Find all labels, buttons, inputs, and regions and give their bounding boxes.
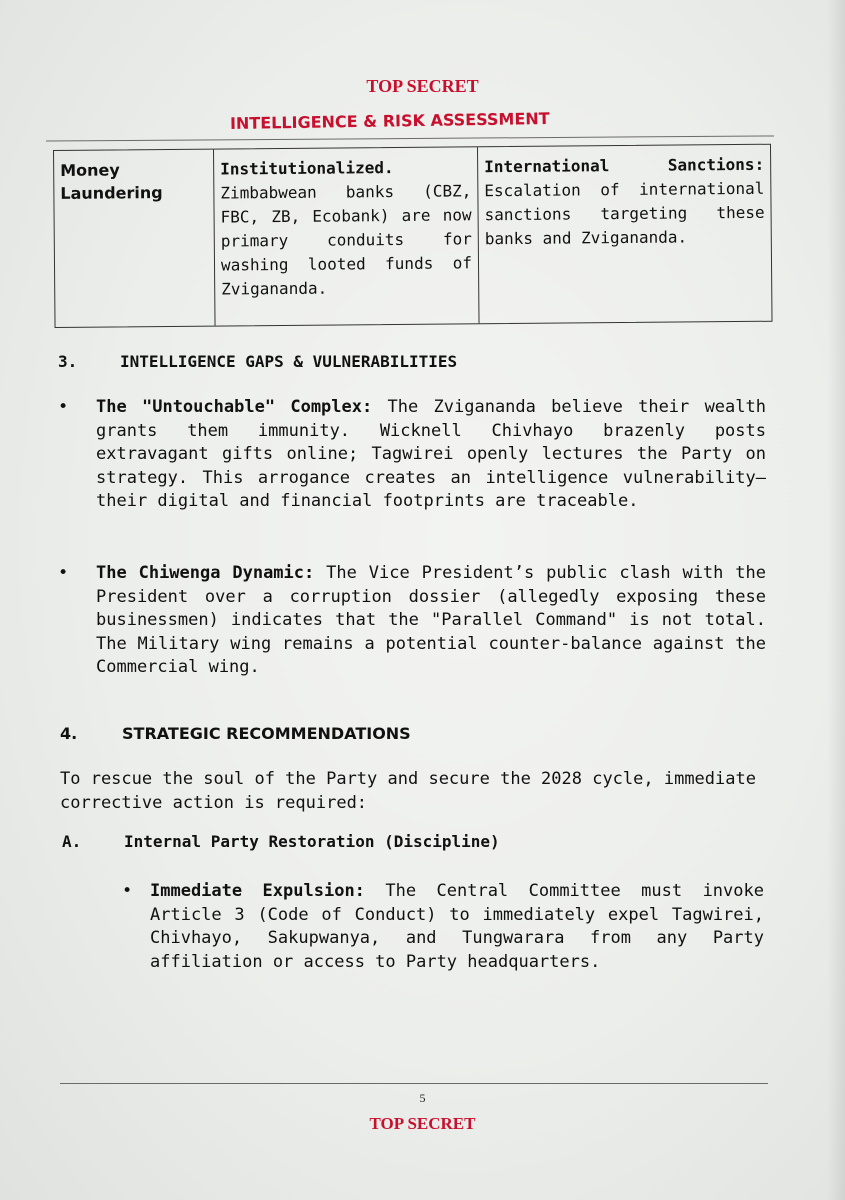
classification-header: TOP SECRET	[366, 76, 479, 96]
risk-table-row	[53, 144, 773, 328]
bullet-label: Immediate Expulsion:	[150, 881, 365, 901]
risk-label: International Sanctions:	[484, 154, 765, 177]
bullet-label: The Chiwenga Dynamic:	[96, 563, 315, 583]
bullet-untouchable-complex	[58, 396, 766, 514]
bullet-text: The Zvigananda believe their wealth grants them immunity. Wicknell Chivhayo brazenly posts extravagant gifts online; Tagwirei openly lectures the Party on strategy. This arrogance creates an intelligence vulnerability—their digital and financial footprints are traceable.	[96, 397, 766, 511]
section-4-title: STRATEGIC RECOMMENDATIONS	[122, 724, 411, 743]
table-cell-risk	[478, 145, 772, 324]
section-3-title: INTELLIGENCE GAPS & VULNERABILITIES	[120, 352, 458, 371]
bullet-label: The "Untouchable" Complex:	[96, 397, 373, 417]
subsection-a-title: Internal Party Restoration (Discipline)	[124, 832, 500, 851]
header-divider	[46, 135, 774, 141]
table-cell-category: Money Laundering	[54, 150, 216, 327]
subsection-a-letter: A.	[62, 832, 82, 851]
page-edge-shadow	[827, 0, 845, 1200]
section-4-number: 4.	[60, 724, 78, 743]
footer-divider	[60, 1083, 768, 1084]
bullet-immediate-expulsion	[122, 880, 764, 974]
classification-footer: TOP SECRET	[369, 1114, 476, 1133]
section-3-number: 3.	[58, 352, 78, 371]
bullet-dot-icon: •	[58, 397, 69, 417]
status-label: Institutionalized.	[220, 158, 394, 179]
bullet-dot-icon: •	[122, 881, 133, 901]
bullet-dot-icon: •	[58, 563, 69, 583]
status-text: Zimbabwean banks (CBZ, FBC, ZB, Ecobank) are now primary conduits for washing looted funds of Zvigananda.	[220, 181, 473, 299]
bullet-text: The Central Committee must invoke Article 3 (Code of Conduct) to immediately expel Tagwirei, Chivhayo, Sakupwanya, and Tungwarara from any Party affiliation or access to Party headquarters.	[150, 881, 764, 972]
page-subtitle: INTELLIGENCE & RISK ASSESSMENT	[229, 108, 550, 133]
table-cell-status	[214, 147, 480, 325]
page-number: 5	[419, 1091, 426, 1105]
bullet-text: The Vice President’s public clash with the President over a corruption dossier (allegedly exposing these businessmen) indicates that the "Parallel Command" is not total. The Military wing remains a potential counter-balance against the Commercial wing.	[96, 563, 766, 677]
risk-text: Escalation of international sanctions targeting these banks and Zvigananda.	[484, 178, 765, 249]
bullet-chiwenga-dynamic	[58, 562, 766, 680]
section-4-intro: To rescue the soul of the Party and secure the 2028 cycle, immediate corrective action is required:	[60, 769, 756, 813]
